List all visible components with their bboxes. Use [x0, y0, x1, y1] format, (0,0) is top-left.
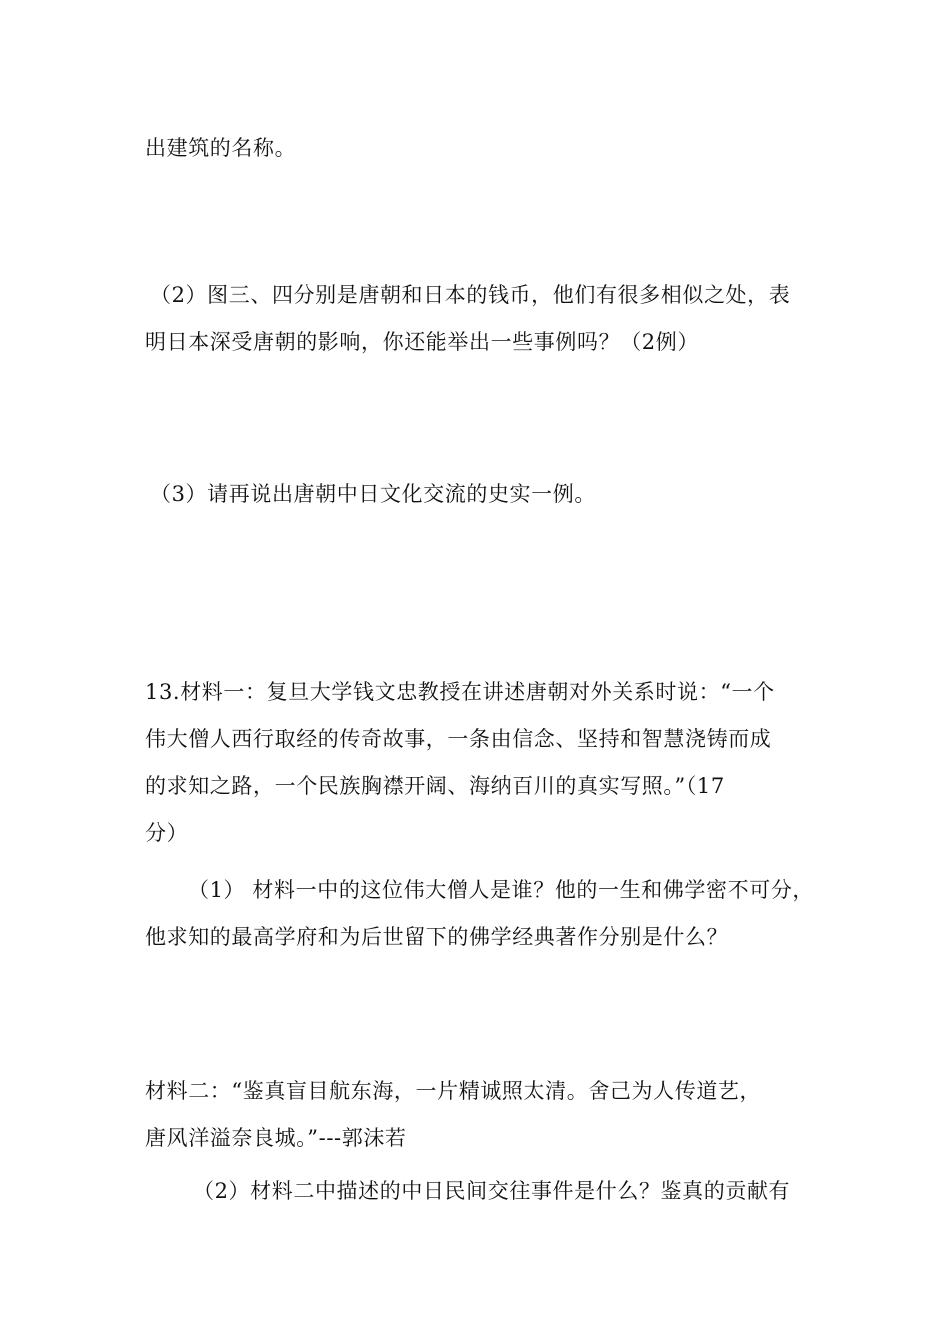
- sub-question-1-line-1: （1） 材料一中的这位伟大僧人是谁？他的一生和佛学密不可分，: [188, 878, 815, 902]
- question-2-line-1: （2）图三、四分别是唐朝和日本的钱币，他们有很多相似之处，表: [150, 283, 791, 307]
- question-3-line: （3）请再说出唐朝中日文化交流的史实一例。: [150, 482, 596, 506]
- material-1-line-2: 伟大僧人西行取经的传奇故事，一条由信念、坚持和智慧浇铸而成: [145, 727, 772, 751]
- sub-question-2-line-1: （2）材料二中描述的中日民间交往事件是什么？鉴真的贡献有: [193, 1179, 791, 1203]
- material-1-line-1: 13.材料一：复旦大学钱文忠教授在讲述唐朝对外关系时说：“一个: [145, 680, 775, 704]
- sub-question-1-line-2: 他求知的最高学府和为后世留下的佛学经典著作分别是什么？: [145, 925, 729, 949]
- question-2-line-2: 明日本深受唐朝的影响，你还能举出一些事例吗？（2例）: [145, 330, 699, 354]
- material-1-line-3: 的求知之路，一个民族胸襟开阔、海纳百川的真实写照。”（17: [145, 774, 725, 798]
- material-2-line-2: 唐风洋溢奈良城。”---郭沫若: [145, 1126, 407, 1150]
- material-1-line-4: 分）: [145, 821, 189, 845]
- material-2-line-1: 材料二：“鉴真盲目航东海，一片精诚照太清。舍己为人传道艺，: [145, 1079, 762, 1103]
- text-line-1: 出建筑的名称。: [145, 136, 297, 160]
